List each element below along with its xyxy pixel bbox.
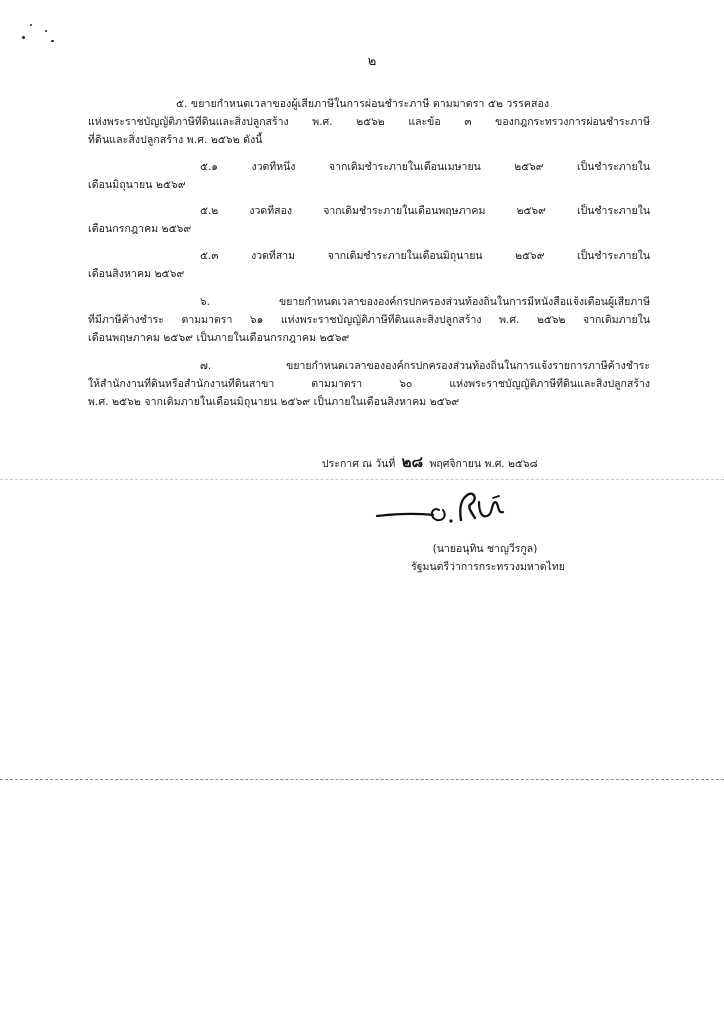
clause-6-body: [88, 313, 650, 327]
clause-7: [200, 359, 650, 373]
clause-5-body: [88, 115, 650, 129]
date-prefix: ประกาศ ณ วันที่: [322, 458, 396, 470]
clause-6: [200, 295, 650, 309]
scan-artifact-line: [0, 779, 724, 780]
signer-name: (นายอนุทิน ชาญวีรกูล): [432, 543, 538, 555]
clause-5-line-2: แห่งพระราชบัญญัติภาษีที่ดินและสิ่งปลูกสร้าง พ.ศ. ๒๕๖๒ และข้อ ๓ ของกฎกระทรวงการผ่อนชำระภาษี: [88, 116, 650, 128]
clause-6-line-1: ๖. ขยายกำหนดเวลาขององค์กรปกครองส่วนท้องถิ่นในการมีหนังสือแจ้งเตือนผู้เสียภาษี: [200, 296, 650, 308]
clause-5-2-line-2: เดือนกรกฎาคม ๒๕๖๙: [88, 223, 192, 235]
clause-6-line-3: เดือนพฤษภาคม ๒๕๖๙ เป็นภายในเดือนกรกฎาคม ๒๕๖๙: [88, 332, 350, 344]
clause-5-3-line-2: เดือนสิงหาคม ๒๕๖๙: [88, 268, 185, 280]
scan-artifact-line: [0, 479, 724, 480]
clause-5-2-line-1: ๕.๒ งวดที่สอง จากเดิมชำระภายในเดือนพฤษภาคม ๒๕๖๙ เป็นชำระภายใน: [200, 205, 650, 217]
clause-5-2: [200, 204, 650, 218]
page-number: ๒: [367, 54, 377, 69]
clause-7-body: [88, 377, 650, 391]
date-day: ๒๘: [401, 453, 424, 471]
signature-image: [375, 488, 525, 530]
clause-6-line-2: ที่มีภาษีค้างชำระ ตามมาตรา ๖๑ แห่งพระราชบัญญัติภาษีที่ดินและสิ่งปลูกสร้าง พ.ศ. ๒๕๖๒ จากเดิมภายใน: [88, 314, 650, 326]
scan-speck: [30, 24, 32, 26]
clause-5-3: [200, 249, 650, 263]
clause-5-3-line-1: ๕.๓ งวดที่สาม จากเดิมชำระภายในเดือนมิถุนายน ๒๕๖๙ เป็นชำระภายใน: [200, 250, 650, 262]
scan-speck: [51, 40, 54, 42]
clause-5-1-line-1: ๕.๑ งวดที่หนึ่ง จากเดิมชำระภายในเดือนเมษายน ๒๕๖๙ เป็นชำระภายใน: [200, 161, 650, 173]
signer-title: รัฐมนตรีว่าการกระทรวงมหาดไทย: [411, 561, 565, 573]
clause-5-1: [200, 160, 650, 174]
clause-5-line-3: ที่ดินและสิ่งปลูกสร้าง พ.ศ. ๒๕๖๒ ดังนี้: [88, 134, 263, 146]
date-month-year: พฤศจิกายน พ.ศ. ๒๕๖๘: [429, 458, 538, 470]
announcement-date: [322, 455, 642, 471]
clause-5-1-line-2: เดือนมิถุนายน ๒๕๖๙: [88, 179, 186, 191]
clause-7-line-3: พ.ศ. ๒๕๖๒ จากเดิมภายในเดือนมิถุนายน ๒๕๖๙ เป็นภายในเดือนสิงหาคม ๒๕๖๙: [88, 396, 460, 408]
scan-speck: [45, 30, 47, 32]
clause-7-line-1: ๗. ขยายกำหนดเวลาขององค์กรปกครองส่วนท้องถิ่นในการแจ้งรายการภาษีค้างชำระ: [200, 360, 650, 372]
scan-speck: [22, 36, 25, 39]
clause-7-line-2: ให้สำนักงานที่ดินหรือสำนักงานที่ดินสาขา ตามมาตรา ๖๐ แห่งพระราชบัญญัติภาษีที่ดินและสิ่งปลูกสร้าง: [88, 378, 650, 390]
clause-5-line-1: ๕. ขยายกำหนดเวลาของผู้เสียภาษีในการผ่อนชำระภาษี ตามมาตรา ๕๒ วรรคสอง: [176, 98, 550, 110]
